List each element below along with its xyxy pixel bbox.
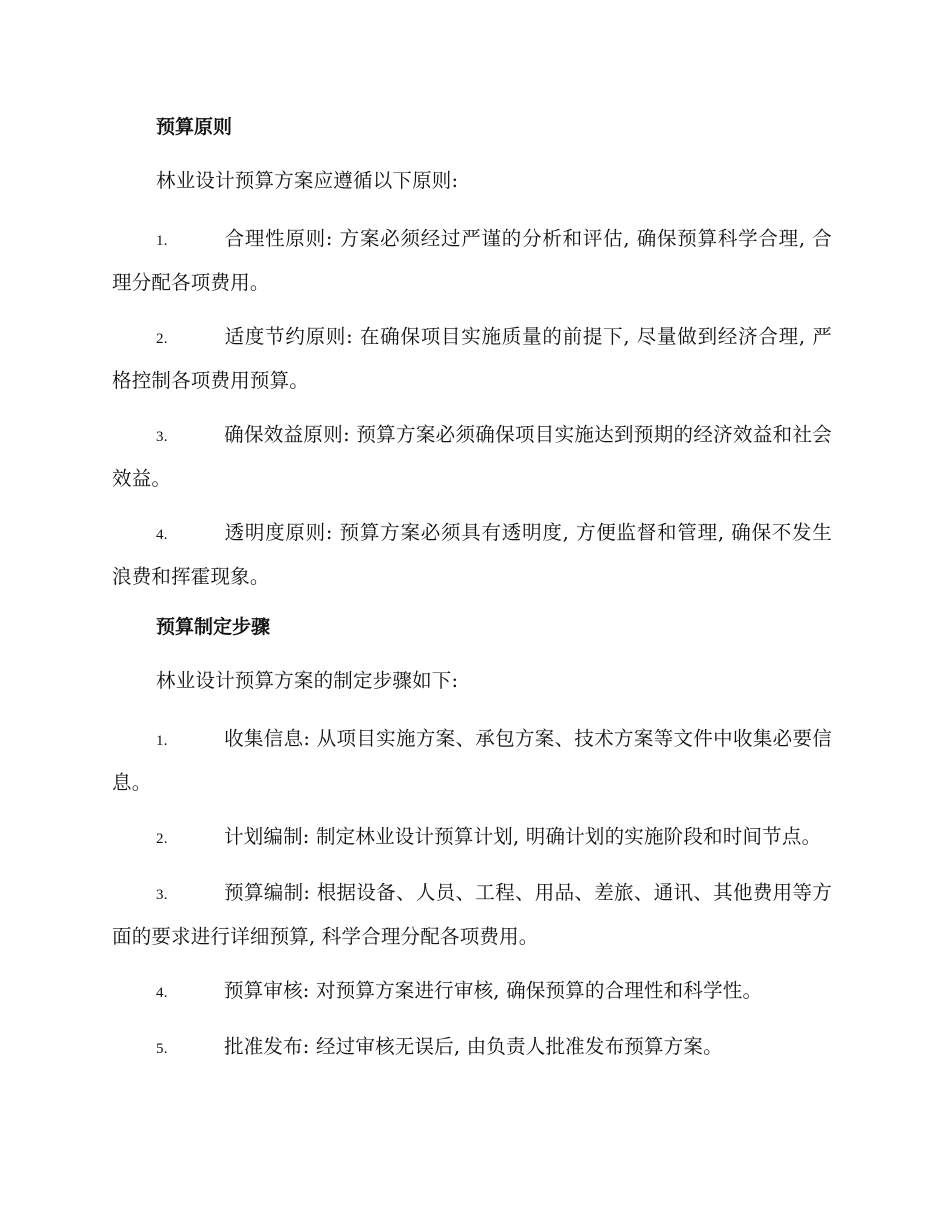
list-item-text: 合理性原则: 方案必须经过严谨的分析和评估, 确保预算科学合理, 合理分配各项费用。: [112, 227, 832, 294]
list-item-text: 透明度原则: 预算方案必须具有透明度, 方便监督和管理, 确保不发生浪费和挥霍现象。: [112, 521, 832, 588]
list-item: [112, 816, 832, 860]
list-item-number: 3.: [156, 887, 168, 903]
section-heading-budget-steps: 预算制定步骤: [156, 616, 271, 638]
list-item: [112, 316, 832, 402]
list-item-text: 适度节约原则: 在确保项目实施质量的前提下, 尽量做到经济合理, 严格控制各项费用预算。: [112, 325, 832, 392]
list-item: [112, 414, 832, 500]
list-item-number: 4.: [156, 527, 168, 543]
list-item: [112, 512, 832, 598]
list-item-number: 4.: [156, 985, 168, 1001]
list-item: [112, 872, 832, 958]
list-item-text: 批准发布: 经过审核无误后, 由负责人批准发布预算方案。: [224, 1035, 723, 1058]
section-heading-budget-principles: 预算原则: [156, 116, 233, 138]
list-item-text: 计划编制: 制定林业设计预算计划, 明确计划的实施阶段和时间节点。: [224, 825, 822, 848]
list-item: [112, 1026, 832, 1070]
section-intro-steps: 林业设计预算方案的制定步骤如下:: [156, 669, 459, 692]
list-item: [112, 970, 832, 1014]
list-item-text: 确保效益原则: 预算方案必须确保项目实施达到预期的经济效益和社会效益。: [112, 423, 832, 490]
list-item-number: 3.: [156, 429, 168, 445]
section-intro-principles: 林业设计预算方案应遵循以下原则:: [156, 169, 459, 192]
list-item-number: 1.: [156, 733, 168, 749]
list-item-text: 预算编制: 根据设备、人员、工程、用品、差旅、通讯、其他费用等方面的要求进行详细预算, 科学合理分配各项费用。: [112, 881, 832, 948]
list-item-number: 2.: [156, 831, 168, 847]
list-item-number: 2.: [156, 331, 168, 347]
list-item-number: 5.: [156, 1041, 168, 1057]
list-item: [112, 218, 832, 304]
document-body: [112, 110, 832, 1082]
list-item: [112, 718, 832, 804]
list-item-number: 1.: [156, 233, 168, 249]
list-item-text: 预算审核: 对预算方案进行审核, 确保预算的合理性和科学性。: [224, 979, 763, 1002]
list-item-text: 收集信息: 从项目实施方案、承包方案、技术方案等文件中收集必要信息。: [112, 727, 832, 794]
